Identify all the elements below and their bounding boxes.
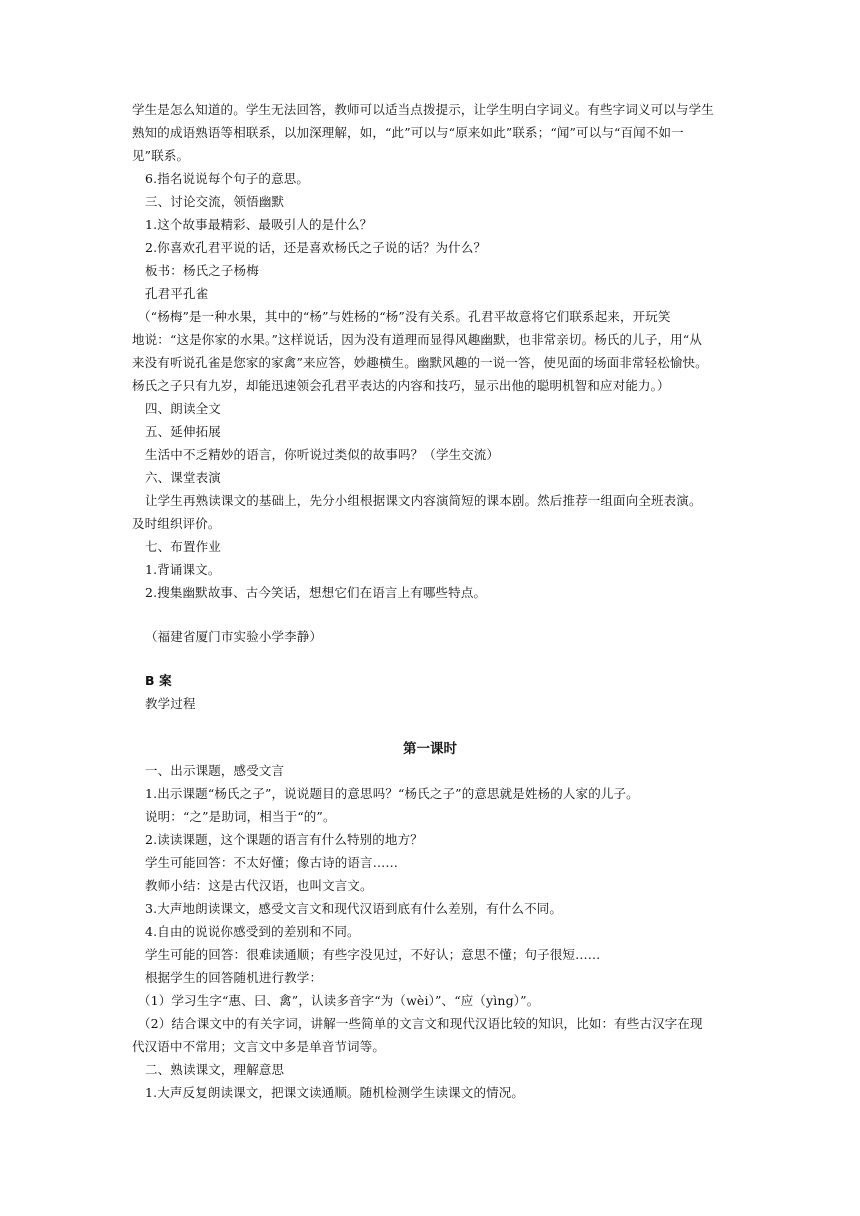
paragraph-line: （“杨梅”是一种水果，其中的“杨”与姓杨的“杨”没有关系。孔君平故意将它们联系起来，开玩笑 xyxy=(138,309,671,324)
paragraph-line: 1.出示课题“杨氏之子”，说说题目的意思吗？“杨氏之子”的意思就是姓杨的人家的儿子。 xyxy=(145,786,639,801)
section-heading: 三、讨论交流，领悟幽默 xyxy=(145,194,285,209)
paragraph-line: 及时组织评价。 xyxy=(132,516,221,531)
paragraph-line: 学生可能的回答：很难读通顺；有些字没见过，不好认；意思不懂；句子很短…… xyxy=(145,947,601,962)
paragraph-line: 地说：“这是你家的水果。”这样说话，因为没有道理而显得风趣幽默，也非常亲切。杨氏的儿子，用“从 xyxy=(132,332,702,347)
paragraph-line: 学生是怎么知道的。学生无法回答，教师可以适当点拨提示，让学生明白字词义。有些字词义可以与学生 xyxy=(132,102,714,117)
lesson-title: 第一课时 xyxy=(403,741,457,757)
paragraph-line: （2）结合课文中的有关字词，讲解一些简单的文言文和现代汉语比较的知识，比如：有些古汉字在现 xyxy=(138,1016,703,1031)
paragraph-line: 杨氏之子只有九岁，却能迅速领会孔君平表达的内容和技巧，显示出他的聪明机智和应对能力。） xyxy=(132,378,670,393)
section-heading: 五、延伸拓展 xyxy=(145,424,221,439)
section-heading: 六、课堂表演 xyxy=(145,470,221,485)
paragraph-line: 4.自由的说说你感受到的差别和不同。 xyxy=(145,924,360,939)
paragraph-line: 1.大声反复朗读课文，把课文读通顺。随机检测学生读课文的情况。 xyxy=(145,1085,525,1100)
section-heading: 四、朗读全文 xyxy=(145,401,221,416)
author-credit: （福建省厦门市实验小学李静） xyxy=(145,629,323,644)
subheading: 教学过程 xyxy=(145,696,196,711)
paragraph-line: 教师小结：这是古代汉语，也叫文言文。 xyxy=(145,878,373,893)
paragraph-line: 2.搜集幽默故事、古今笑话，想想它们在语言上有哪些特点。 xyxy=(145,585,487,600)
paragraph-line: （1）学习生字“惠、曰、禽”，认读多音字“为（wèi）”、“应（yìng）”。 xyxy=(138,993,540,1008)
paragraph-line: 1.这个故事最精彩、最吸引人的是什么？ xyxy=(145,217,373,232)
paragraph-line: 熟知的成语熟语等相联系，以加深理解，如，“此”可以与“原来如此”联系；“闻”可以与“百闻不如一 xyxy=(132,125,684,140)
paragraph-line: 1.背诵课文。 xyxy=(145,562,221,577)
section-heading: 二、熟读课文，理解意思 xyxy=(145,1062,285,1077)
paragraph-line: 3.大声地朗读课文，感受文言文和现代汉语到底有什么差别，有什么不同。 xyxy=(145,901,563,916)
paragraph-line: 代汉语中不常用；文言文中多是单音节词等。 xyxy=(132,1039,386,1054)
section-heading: 七、布置作业 xyxy=(145,539,221,554)
blackboard-line: 孔君平孔雀 xyxy=(145,286,209,301)
paragraph-line: 说明：“之”是助词，相当于“的”。 xyxy=(145,809,336,824)
paragraph-line: 根据学生的回答随机进行教学： xyxy=(145,970,323,985)
paragraph-line: 学生可能回答：不太好懂；像古诗的语言…… xyxy=(145,855,399,870)
paragraph-line: 2.你喜欢孔君平说的话，还是喜欢杨氏之子说的话？为什么？ xyxy=(145,240,487,255)
paragraph-line: 让学生再熟读课文的基础上，先分小组根据课文内容演简短的课本剧。然后推荐一组面向全班表演。 xyxy=(145,493,702,508)
plan-b-heading: B 案 xyxy=(145,673,172,688)
paragraph-line: 生活中不乏精妙的语言，你听说过类似的故事吗？（学生交流） xyxy=(145,447,500,462)
paragraph-line: 见”联系。 xyxy=(132,148,190,163)
paragraph-line: 来没有听说孔雀是您家的家禽”来应答，妙趣横生。幽默风趣的一说一答，使见面的场面非常轻松愉快。 xyxy=(132,355,708,370)
blackboard-line: 板书：杨氏之子杨梅 xyxy=(145,263,259,278)
paragraph-line: 6.指名说说每个句子的意思。 xyxy=(145,171,310,186)
paragraph-line: 2.读读课题，这个课题的语言有什么特别的地方？ xyxy=(145,832,423,847)
section-heading: 一、出示课题，感受文言 xyxy=(145,763,285,778)
